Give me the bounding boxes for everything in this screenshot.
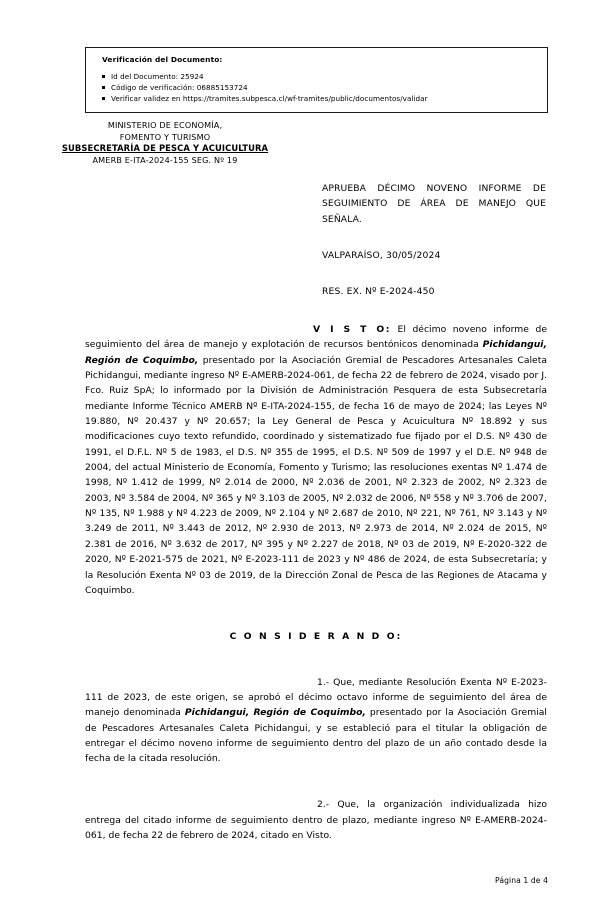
verification-box [85, 47, 548, 113]
verification-title: Verificación del Documento: [102, 55, 223, 64]
place-and-date: VALPARAÍSO, 30/05/2024 [322, 250, 441, 261]
considerando-item-2 [85, 797, 547, 843]
letterhead-reference: AMERB E-ITA-2024-155 SEG. Nº 19 [92, 154, 238, 165]
verification-item-document-id: Id del Documento: 25924 [100, 71, 537, 82]
spacer [85, 598, 547, 629]
visto-lead-in: V I S T O: [313, 324, 392, 335]
letterhead [0, 120, 330, 166]
considerando-heading: C O N S I D E R A N D O: [229, 630, 403, 642]
letterhead-ministry-line1: MINISTERIO DE ECONOMÍA, [107, 120, 223, 130]
verification-item-url: Verificar validez en https://tramites.subpesca.cl/wf-tramites/public/documentos/validar [100, 93, 537, 104]
visto-text-part-2: presentado por la Asociación Gremial de Pescadores Artesanales Caleta Pichidangui, mediante ingreso Nº E-AMERB-2024-061, de fecha 22 de febrero de 2024, visado por J. Fco. Ruiz SpA; lo informado por la División de Administración Pesquera de esta Subsecretaría mediante Informe Técnico AMERB Nº E-ITA-2024-155, de fecha 16 de mayo de 2024; las Leyes Nº 19.880, Nº 20.437 y Nº 20.657; la Ley General de Pesca y Acuicultura Nº 18.892 y sus modificaciones cuyo texto refundido, coordinado y sistematizado fue fijado por el D.S. Nº 430 de 1991, el D.F.L. Nº 5 de 1983, el D.S. Nº 355 de 1995, el D.S. Nº 509 de 1997 y el D.E. Nº 948 de 2004, del actual Ministerio de Economía, Fomento y Turismo; las resoluciones exentas Nº 1.474 de 1998, Nº 1.412 de 1999, Nº 2.014 de 2000, Nº 2.036 de 2001, Nº 2.323 de 2002, Nº 2.323 de 2003, Nº 3.584 de 2004, Nº 365 y Nº 3.103 de 2005, Nº 2.032 de 2006, Nº 558 y Nº 3.706 de 2007, Nº 135, Nº 1.988 y Nº 4.223 de 2009, Nº 2.104 y Nº 2.687 de 2010, Nº 221, Nº 761, Nº 3.143 y Nº 3.249 de 2011, Nº 3.443 de 2012, Nº 2.930 de 2013, Nº 2.973 de 2014, Nº 2.024 de 2015, Nº 2.381 de 2016, Nº 3.632 de 2017, Nº 395 y Nº 2.227 de 2018, Nº 03 de 2019, Nº E-2020-322 de 2020, Nº E-2021-575 de 2021, Nº E-2023-111 de 2023 y Nº 486 de 2024, de esta Subsecretaría; y la Resolución Exenta Nº 03 de 2019, de la Dirección Zonal de Pesca de las Regiones de Atacama y Coquimbo. [85, 354, 547, 596]
verification-item-code: Código de verificación: 06885153724 [100, 82, 537, 93]
page-footer [0, 876, 548, 885]
visto-area-name: Pichidangui, Región de Coquimbo, [85, 339, 547, 366]
spacer [85, 767, 547, 798]
verification-list [100, 71, 537, 104]
considerando-item-1 [85, 675, 547, 767]
considerando-text-2a: Que, la organización individualizada hizo entrega del citado informe de seguimiento dentro de plazo, mediante ingreso Nº E-AMERB-2024-061, de fecha 22 de febrero de 2024, citado en Visto. [85, 799, 547, 842]
document-subject: APRUEBA DÉCIMO NOVENO INFORME DE SEGUIMIENTO DE ÁREA DE MANEJO QUE SEÑALA. [322, 183, 546, 225]
considerando-text-1b: presentado por la Asociación Gremial de Pescadores Artesanales Caleta Pichidangui, y se estableció para el titular la obligación de entregar el décimo noveno informe de seguimiento dentro del plazo de un año contado desde la fecha de la citada resolución. [85, 707, 547, 765]
resolution-number: RES. EX. Nº E-2024-450 [322, 286, 435, 297]
considerando-number-1: 1.- [317, 676, 334, 688]
considerando-text-1a: Que, mediante Resolución Exenta Nº E-2023-111 de 2023, de este origen, se aprobó el décimo octavo informe de seguimiento del área de manejo denominada [85, 676, 547, 719]
letterhead-organization: SUBSECRETARÍA DE PESCA Y ACUICULTURA [61, 143, 269, 154]
spacer [85, 644, 547, 675]
visto-paragraph [85, 322, 547, 598]
document-body [85, 322, 547, 843]
visto-text-part-1: El décimo noveno informe de seguimiento del área de manejo y explotación de recursos bentónicos denominada [85, 324, 547, 351]
letterhead-ministry-line2: FOMENTO Y TURISMO [119, 131, 211, 142]
page-number-label: Página 1 de 4 [495, 876, 548, 885]
considerando-number-2: 2.- [317, 799, 338, 811]
considerando-emphasis-1: Pichidangui, Región de Coquimbo, [184, 707, 366, 719]
